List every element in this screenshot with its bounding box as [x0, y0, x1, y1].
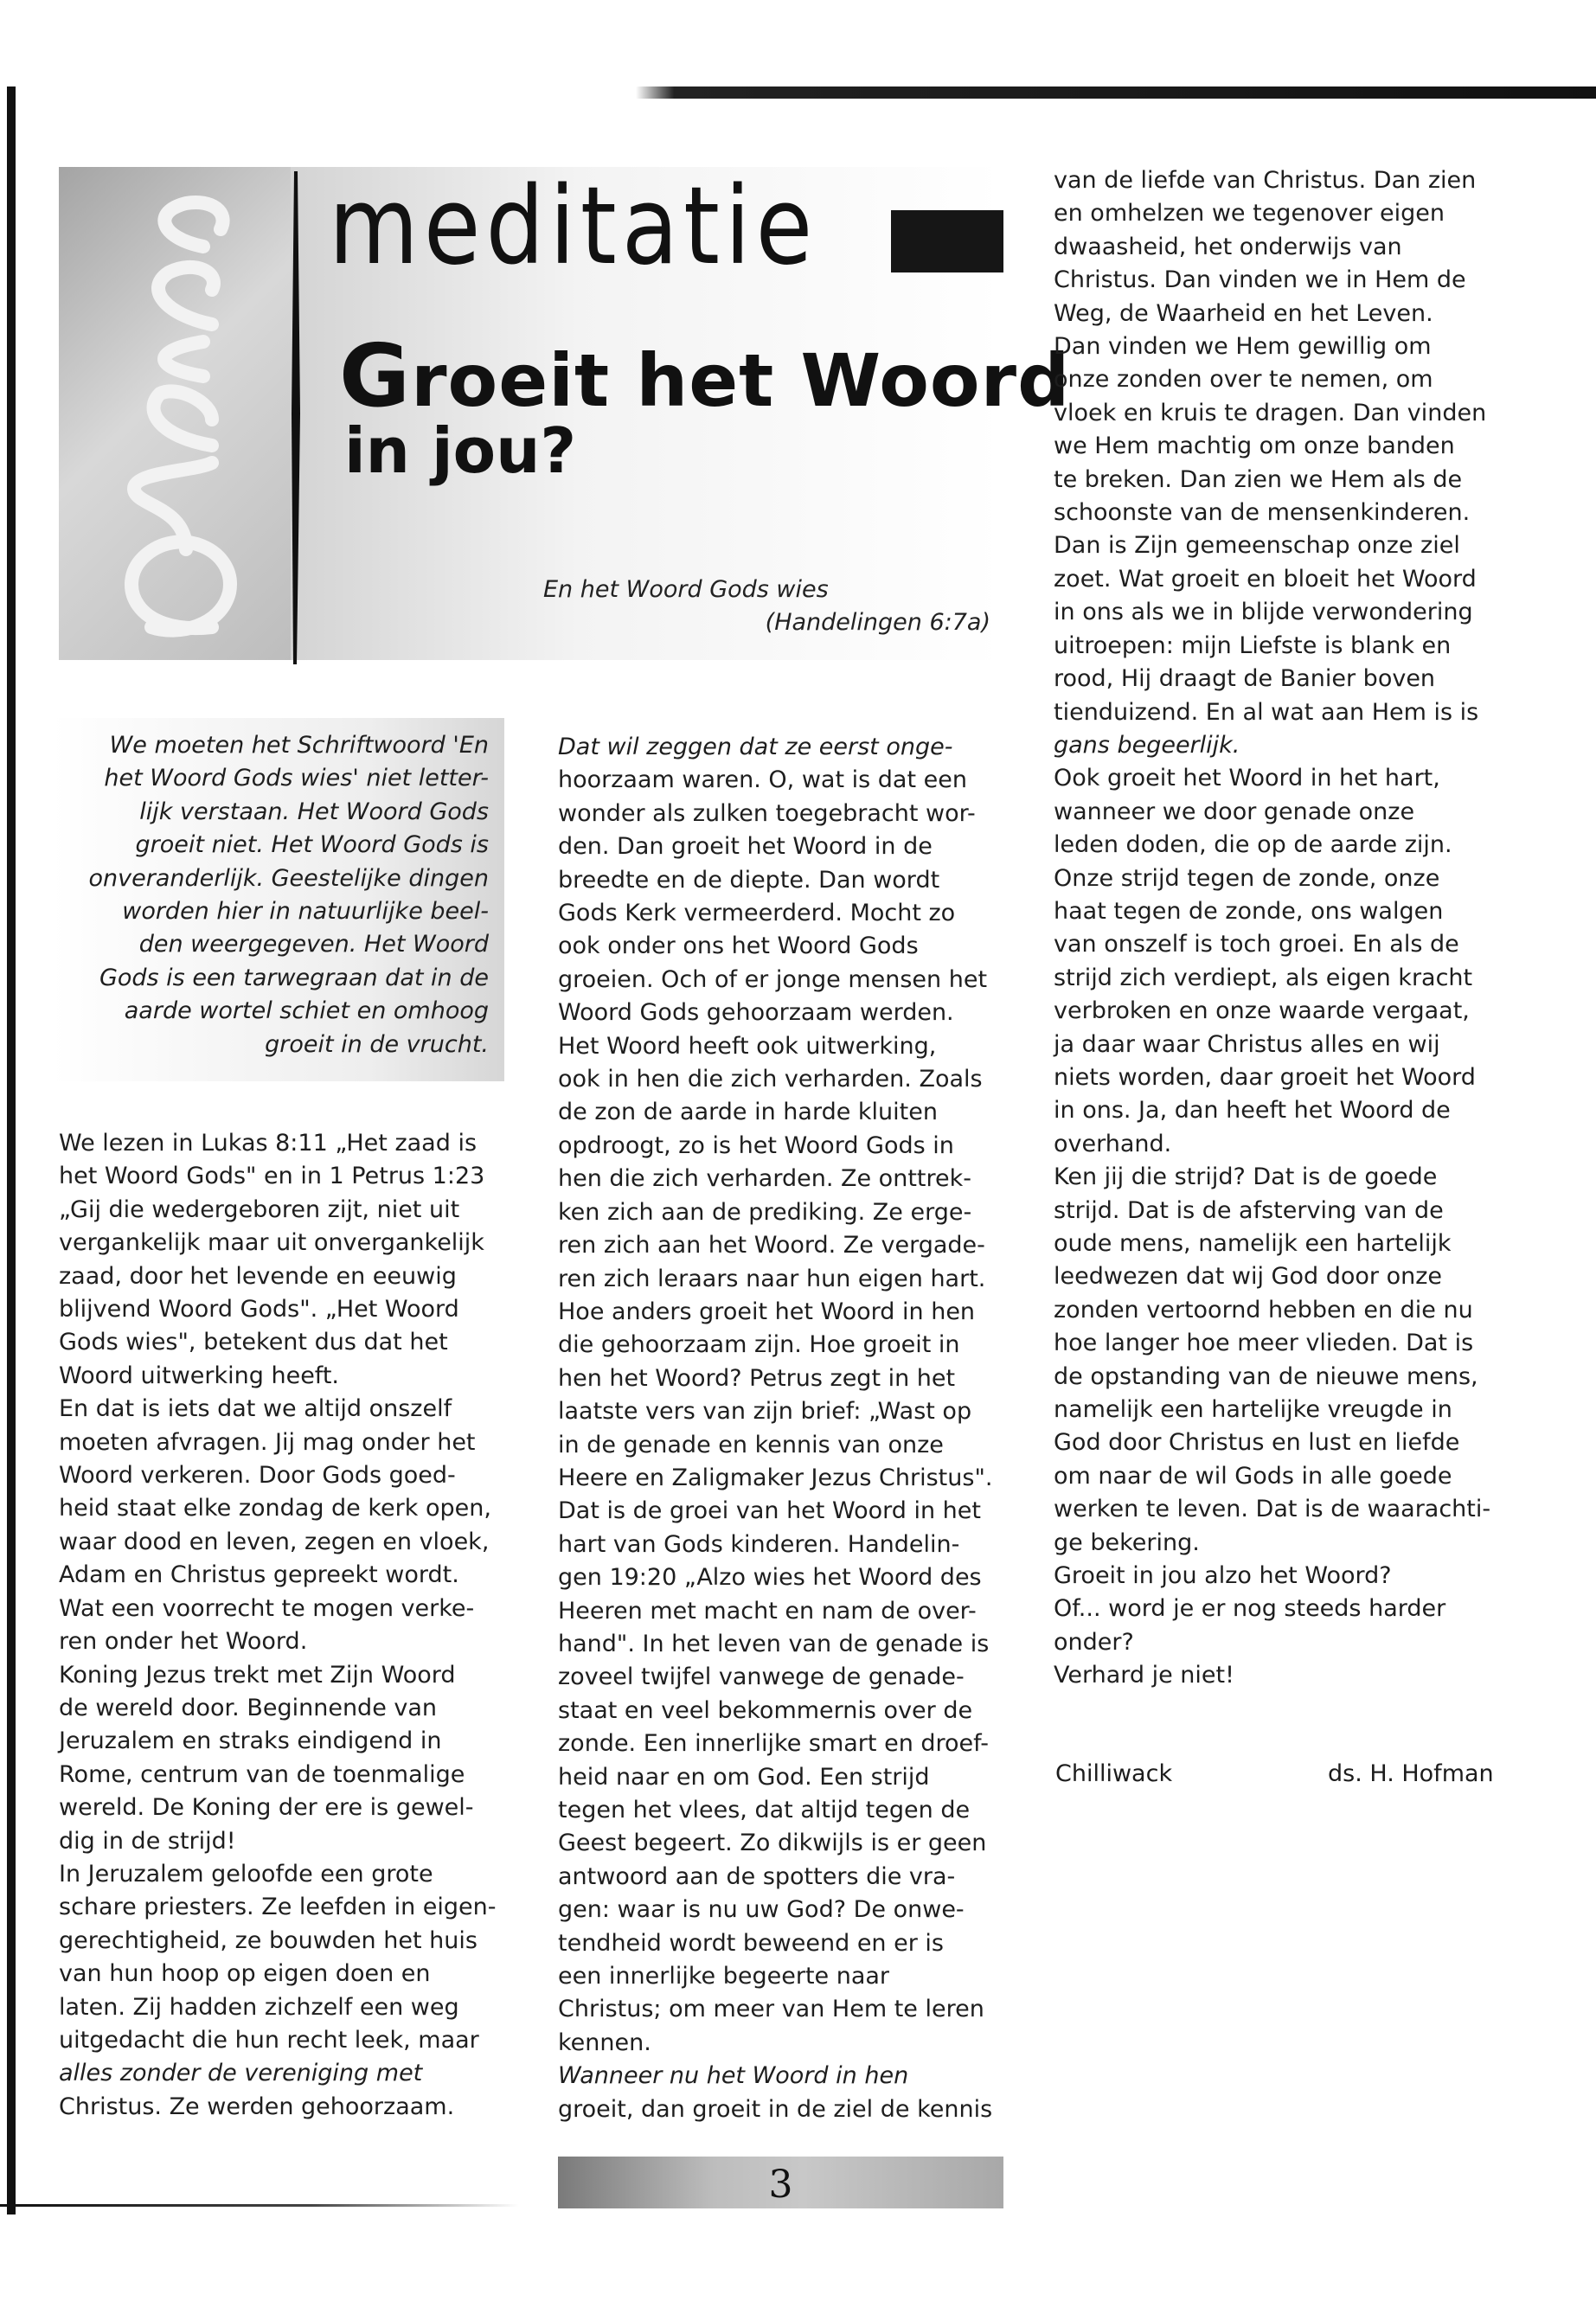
- text-line: Hoe anders groeit het Woord in hen: [558, 1298, 976, 1325]
- text-line: Groeit in jou alzo het Woord?: [1054, 1562, 1392, 1590]
- text-line: groeien. Och of er jonge mensen het: [558, 965, 988, 993]
- header-vertical-bar: [290, 171, 302, 664]
- text-line: uitgedacht die hun recht leek, maar: [59, 2026, 479, 2054]
- text-line: ken zich aan de prediking. Ze erge-: [558, 1198, 972, 1226]
- text-line: dig in de strijd!: [59, 1827, 236, 1855]
- text-line: wonder als zulken toegebracht wor-: [558, 799, 976, 827]
- text-line: Ook groeit het Woord in het hart,: [1054, 765, 1440, 792]
- text-line: werken te leven. Dat is de waarachti-: [1054, 1496, 1491, 1523]
- text-line: onder?: [1054, 1628, 1134, 1656]
- text-line: gen: waar is nu uw God? De onwe-: [558, 1896, 965, 1924]
- intro-line: onveranderlijk. Geestelijke dingen: [88, 864, 489, 892]
- text-line: Dat wil zeggen dat ze eerst onge-: [558, 734, 953, 760]
- text-line: hen die zich verharden. Ze onttrek-: [558, 1165, 971, 1193]
- text-column-2: [558, 731, 1008, 2126]
- daniel-signature-logo: [82, 177, 264, 653]
- text-line: Dan vinden we Hem gewillig om: [1054, 333, 1432, 361]
- text-line: alles zonder de vereniging met: [59, 2060, 423, 2087]
- intro-line: groeit in de vrucht.: [265, 1030, 489, 1058]
- text-line: Koning Jezus trekt met Zijn Woord: [59, 1661, 456, 1689]
- text-line: Wanneer nu het Woord in hen: [558, 2062, 909, 2090]
- text-line: Woord uitwerking heeft.: [59, 1362, 339, 1389]
- epigraph-reference: (Handelingen 6:7a): [765, 609, 990, 636]
- text-line: overhand.: [1054, 1130, 1172, 1157]
- text-line: Geest begeert. Zo dikwijls is er geen: [558, 1830, 987, 1857]
- text-line: vergankelijk maar uit onvergankelijk: [59, 1229, 484, 1257]
- text-line: ge bekering.: [1054, 1529, 1200, 1556]
- text-line: hart van Gods kinderen. Handelin-: [558, 1530, 960, 1558]
- text-line: Heere en Zaligmaker Jezus Christus".: [558, 1464, 993, 1491]
- text-line: wanneer we door genade onze: [1054, 798, 1415, 825]
- text-line: zaad, door het levende en eeuwig: [59, 1262, 457, 1290]
- text-line: Christus; om meer van Hem te leren: [558, 1996, 984, 2023]
- text-line: heid staat elke zondag de kerk open,: [59, 1495, 491, 1522]
- text-line: leedwezen dat wij God door onze: [1054, 1263, 1442, 1291]
- text-line: gen 19:20 „Alzo wies het Woord des: [558, 1564, 982, 1592]
- text-line: Gods wies", betekent dus dat het: [59, 1329, 448, 1356]
- text-line: Woord verkeren. Door Gods goed-: [59, 1462, 456, 1490]
- text-column-1: [59, 1127, 509, 2124]
- text-line: Onze strijd tegen de zonde, onze: [1054, 864, 1440, 892]
- text-line: Wat een voorrecht te mogen verke-: [59, 1594, 475, 1622]
- text-line: En dat is iets dat we altijd onszelf: [59, 1395, 452, 1423]
- text-line: staat en veel bekommernis over de: [558, 1696, 973, 1724]
- text-line: Adam en Christus gepreekt wordt.: [59, 1561, 459, 1589]
- text-line: Jeruzalem en straks eindigend in: [59, 1727, 442, 1755]
- text-line: Rome, centrum van de toenmalige: [59, 1760, 465, 1788]
- text-line: hen het Woord? Petrus zegt in het: [558, 1364, 956, 1392]
- title-text: roeit het Woord: [411, 338, 1071, 423]
- intro-line: den weergegeven. Het Woord: [138, 931, 489, 958]
- text-line: leden doden, die op de aarde zijn.: [1054, 831, 1452, 859]
- text-line: ren onder het Woord.: [59, 1628, 308, 1656]
- text-line: In Jeruzalem geloofde een grote: [59, 1860, 433, 1888]
- text-line: ren zich aan het Woord. Ze vergade-: [558, 1232, 985, 1259]
- text-line: den. Dan groeit het Woord in de: [558, 833, 933, 861]
- text-line: te breken. Dan zien we Hem als de: [1054, 465, 1463, 493]
- text-line: van de liefde van Christus. Dan zien: [1054, 167, 1477, 194]
- text-line: kennen.: [558, 2029, 651, 2056]
- text-line: ook in hen die zich verharden. Zoals: [558, 1066, 983, 1093]
- text-line: verbroken en onze waarde vergaat,: [1054, 997, 1470, 1025]
- text-line: gerechtigheid, ze bouwden het huis: [59, 1926, 478, 1954]
- text-line: dwaasheid, het onderwijs van: [1054, 233, 1402, 260]
- bottom-rule: [0, 2204, 519, 2207]
- intro-line: Gods is een tarwegraan dat in de: [99, 964, 489, 991]
- text-line: antwoord aan de spotters die vra-: [558, 1862, 956, 1890]
- text-line: ja daar waar Christus alles en wij: [1054, 1030, 1440, 1058]
- text-line: Weg, de Waarheid en het Leven.: [1054, 299, 1433, 327]
- text-line: moeten afvragen. Jij mag onder het: [59, 1428, 476, 1456]
- text-line: schare priesters. Ze leefden in eigen-: [59, 1894, 497, 1921]
- text-line: hoorzaam waren. O, wat is dat een: [558, 766, 967, 794]
- signature-place: Chilliwack: [1055, 1760, 1173, 1787]
- text-line: zonde. Een innerlijke smart en droef-: [558, 1730, 989, 1758]
- intro-line: worden hier in natuurlijke beel-: [122, 898, 489, 926]
- text-line: Christus. Dan vinden we in Hem de: [1054, 266, 1466, 294]
- text-column-3: [1054, 164, 1521, 1693]
- text-line: heid naar en om God. Een strijd: [558, 1763, 930, 1791]
- text-line: hand". In het leven van de genade is: [558, 1630, 990, 1657]
- text-line: wereld. De Koning der ere is gewel-: [59, 1794, 474, 1822]
- text-line: groeit, dan groeit in de ziel de kennis: [558, 2095, 993, 2123]
- text-line: gans begeerlijk.: [1054, 731, 1240, 759]
- text-line: Dan is Zijn gemeenschap onze ziel: [1054, 532, 1460, 560]
- text-line: Gods Kerk vermeerderd. Mocht zo: [558, 900, 956, 927]
- text-line: een innerlijke begeerte naar: [558, 1963, 890, 1990]
- text-line: in ons als we in blijde verwondering: [1054, 599, 1473, 626]
- text-line: strijd. Dat is de afsterving van de: [1054, 1196, 1444, 1224]
- text-line: laatste vers van zijn brief: „Wast op: [558, 1398, 972, 1426]
- epigraph-quote: En het Woord Gods wies: [543, 576, 829, 603]
- signature-author: ds. H. Hofman: [1328, 1760, 1494, 1787]
- text-line: Verhard je niet!: [1054, 1662, 1234, 1689]
- text-line: oude mens, namelijk een hartelijk: [1054, 1230, 1452, 1257]
- text-line: hoe langer hoe meer vlieden. Dat is: [1054, 1330, 1474, 1357]
- text-line: Dat is de groei van het Woord in het: [558, 1497, 981, 1525]
- text-line: tendheid wordt beweend en er is: [558, 1929, 944, 1957]
- text-line: Christus. Ze werden gehoorzaam.: [59, 2093, 455, 2120]
- text-line: Woord Gods gehoorzaam werden.: [558, 999, 954, 1027]
- text-line: rood, Hij draagt de Banier boven: [1054, 665, 1436, 693]
- article-title-line2: in jou?: [344, 414, 577, 487]
- text-line: waar dood en leven, zegen en vloek,: [59, 1528, 490, 1555]
- text-line: de zon de aarde in harde kluiten: [558, 1099, 938, 1126]
- text-line: van hun hoop op eigen doen en: [59, 1960, 431, 1988]
- text-line: tegen het vlees, dat altijd tegen de: [558, 1797, 971, 1823]
- text-line: opdroogt, zo is het Woord Gods in: [558, 1131, 954, 1159]
- intro-line: lijk verstaan. Het Woord Gods: [139, 798, 489, 825]
- text-line: blijvend Woord Gods". „Het Woord: [59, 1296, 459, 1324]
- text-line: schoonste van de mensenkinderen.: [1054, 499, 1471, 527]
- text-line: „Gij die wedergeboren zijt, niet uit: [59, 1195, 460, 1223]
- intro-text: [69, 729, 489, 1061]
- text-line: God door Christus en lust en liefde: [1054, 1429, 1460, 1457]
- text-line: haat tegen de zonde, ons walgen: [1054, 897, 1444, 925]
- intro-line: het Woord Gods wies' niet letter-: [104, 765, 489, 792]
- text-line: uitroepen: mijn Liefste is blank en: [1054, 631, 1452, 659]
- section-label: meditatie: [329, 164, 818, 289]
- article-title: [339, 325, 1071, 426]
- text-line: tienduizend. En al wat aan Hem is is: [1054, 698, 1479, 726]
- text-line: laten. Zij hadden zichzelf een weg: [59, 1993, 459, 2021]
- text-line: de wereld door. Beginnende van: [59, 1694, 438, 1721]
- text-line: onze zonden over te nemen, om: [1054, 366, 1433, 394]
- text-line: om naar de wil Gods in alle goede: [1054, 1462, 1452, 1490]
- text-line: in ons. Ja, dan heeft het Woord de: [1054, 1097, 1451, 1125]
- text-line: zoet. Wat groeit en bloeit het Woord: [1054, 565, 1477, 593]
- text-line: Of... word je er nog steeds harder: [1054, 1595, 1446, 1623]
- page-left-edge: [7, 87, 16, 2214]
- text-line: Ken jij die strijd? Dat is de goede: [1054, 1163, 1438, 1191]
- text-line: het Woord Gods" en in 1 Petrus 1:23: [59, 1163, 485, 1190]
- intro-line: We moeten het Schriftwoord 'En: [109, 732, 489, 759]
- text-line: zonden vertoornd hebben en die nu: [1054, 1296, 1473, 1324]
- text-line: ook onder ons het Woord Gods: [558, 933, 919, 960]
- text-line: breedte en de diepte. Dan wordt: [558, 866, 940, 894]
- intro-line: groeit niet. Het Woord Gods is: [135, 831, 489, 859]
- text-line: niets worden, daar groeit het Woord: [1054, 1063, 1476, 1091]
- text-line: in de genade en kennis van onze: [558, 1431, 944, 1458]
- text-line: strijd zich verdiept, als eigen kracht: [1054, 964, 1473, 991]
- text-line: en omhelzen we tegenover eigen: [1054, 200, 1445, 228]
- page-number: 3: [768, 2163, 793, 2207]
- text-line: vloek en kruis te dragen. Dan vinden: [1054, 399, 1487, 426]
- text-line: Heeren met macht en nam de over-: [558, 1597, 977, 1625]
- top-rule: [636, 87, 1596, 99]
- title-drop-cap: G: [339, 325, 412, 426]
- text-line: we Hem machtig om onze banden: [1054, 433, 1455, 460]
- epigraph: [519, 574, 990, 639]
- text-line: van onszelf is toch groei. En als de: [1054, 931, 1459, 958]
- text-line: die gehoorzaam zijn. Hoe groeit in: [558, 1331, 960, 1359]
- intro-line: aarde wortel schiet en omhoog: [124, 997, 489, 1025]
- text-line: We lezen in Lukas 8:11 „Het zaad is: [59, 1130, 478, 1157]
- text-line: ren zich leraars naar hun eigen hart.: [558, 1265, 986, 1292]
- text-line: Het Woord heeft ook uitwerking,: [558, 1032, 937, 1060]
- text-line: namelijk een hartelijke vreugde in: [1054, 1396, 1452, 1424]
- text-line: zoveel twijfel vanwege de genade-: [558, 1663, 965, 1691]
- section-label-block: [891, 210, 1003, 272]
- text-line: de opstanding van de nieuwe mens,: [1054, 1362, 1478, 1390]
